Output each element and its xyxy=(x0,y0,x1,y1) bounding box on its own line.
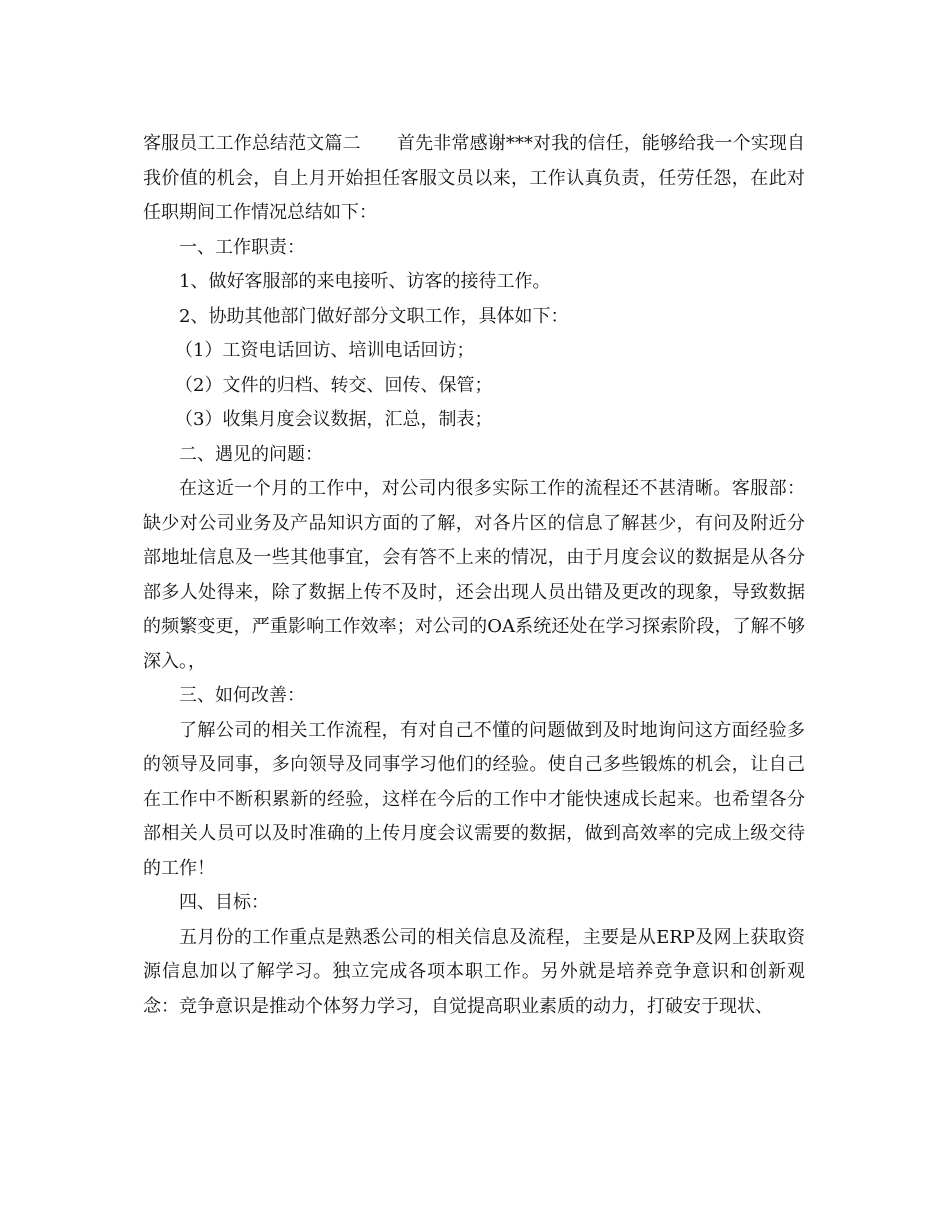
document-body xyxy=(143,127,805,1024)
duty-subitem-3: （3）收集月度会议数据，汇总，制表； xyxy=(175,409,493,430)
problems-paragraph: 在这近一个月的工作中，对公司内很多实际工作的流程还不甚清晰。客服部：缺少对公司业务及产品知识方面的了解，对各片区的信息了解甚少，有问及附近分部地址信息及一些其他事宜，会有答不上来的情况，由于月度会议的数据是从各分部多人处得来，除了数据上传不及时，还会出现人员出错及更改的现象，导致数据的频繁变更，严重影响工作效率；对公司的OA系统还处在学习探索阶段，了解不够深入。， xyxy=(143,478,805,672)
section-heading-duties: 一、工作职责： xyxy=(179,236,305,258)
section-heading-improvements: 三、如何改善： xyxy=(179,685,305,706)
goals-paragraph: 五月份的工作重点是熟悉公司的相关信息及流程，主要是从ERP及网上获取资源信息加以了解学习。独立完成各项本职工作。另外就是培养竞争意识和创新观念：竞争意识是推动个体努力学习，自觉提高职业素质的动力，打破安于现状、 xyxy=(143,926,805,1017)
duty-item-1: 1、做好客服部的来电接听、访客的接待工作。 xyxy=(179,271,551,292)
improvements-paragraph: 了解公司的相关工作流程，有对自己不懂的问题做到及时地询问这方面经验多的领导及同事，多向领导及同事学习他们的经验。使自己多些锻炼的机会，让自己在工作中不断积累新的经验，这样在今后的工作中才能快速成长起来。也希望各分部相关人员可以及时准确的上传月度会议需要的数据，做到高效率的完成上级交待的工作！ xyxy=(143,719,805,879)
duty-item-2: 2、协助其他部门做好部分文职工作，具体如下： xyxy=(179,305,569,327)
duty-subitem-1: （1）工资电话回访、培训电话回访； xyxy=(175,340,475,361)
intro-paragraph: 客服员工工作总结范文篇二 首先非常感谢***对我的信任，能够给我一个实现自我价值的机会，自上月开始担任客服文员以来，工作认真负责，任劳任怨，在此对任职期间工作情况总结如下： xyxy=(143,133,805,223)
section-heading-goals: 四、目标： xyxy=(179,892,269,913)
duty-subitem-2: （2）文件的归档、转交、回传、保管； xyxy=(175,374,493,396)
section-heading-problems: 二、遇见的问题： xyxy=(179,443,323,465)
